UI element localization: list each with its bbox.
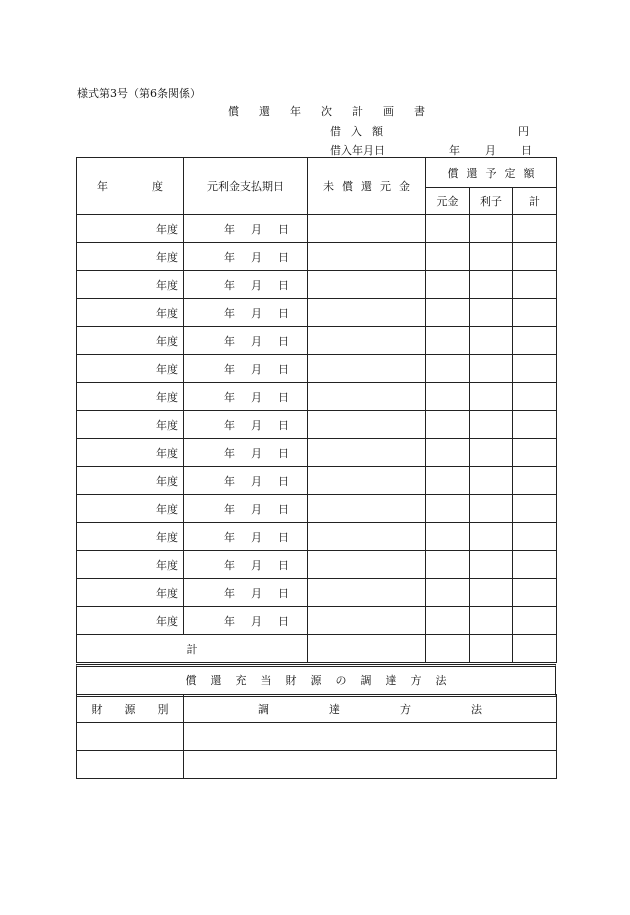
header-char: 達 bbox=[329, 702, 340, 716]
date-day-unit: 日 bbox=[278, 418, 289, 432]
total-principal-cell[interactable] bbox=[426, 635, 470, 663]
loan-date-day-unit: 日 bbox=[521, 144, 532, 157]
fiscal-year-cell[interactable] bbox=[77, 579, 184, 607]
table-body bbox=[77, 215, 557, 635]
payment-date-cell[interactable] bbox=[184, 383, 308, 411]
year-suffix: 年度 bbox=[156, 362, 178, 376]
row-total-cell[interactable] bbox=[513, 495, 557, 523]
date-month-unit: 月 bbox=[251, 250, 262, 264]
heading-char: 償 bbox=[185, 674, 197, 687]
outstanding-principal-cell[interactable] bbox=[308, 215, 426, 243]
interest-cell[interactable] bbox=[470, 579, 513, 607]
heading-char: 還 bbox=[210, 674, 222, 687]
fund-row bbox=[77, 751, 557, 779]
funding-source-heading bbox=[76, 664, 556, 697]
row-total-cell[interactable] bbox=[513, 579, 557, 607]
date-year-unit: 年 bbox=[224, 362, 235, 376]
date-year-unit: 年 bbox=[224, 334, 235, 348]
fiscal-year-cell[interactable] bbox=[77, 243, 184, 271]
date-month-unit: 月 bbox=[251, 586, 262, 600]
date-day-unit: 日 bbox=[278, 558, 289, 572]
table-row bbox=[77, 607, 557, 635]
subheader-total: 計 bbox=[513, 188, 557, 215]
label-char: 借 bbox=[330, 125, 341, 138]
year-suffix: 年度 bbox=[156, 558, 178, 572]
heading-char: 方 bbox=[410, 674, 422, 687]
date-year-unit: 年 bbox=[224, 558, 235, 572]
date-day-unit: 日 bbox=[278, 446, 289, 460]
fiscal-year-cell[interactable] bbox=[77, 523, 184, 551]
header-method bbox=[184, 695, 557, 723]
date-year-unit: 年 bbox=[224, 502, 235, 516]
outstanding-principal-cell[interactable] bbox=[308, 299, 426, 327]
date-month-unit: 月 bbox=[251, 474, 262, 488]
date-month-unit: 月 bbox=[251, 334, 262, 348]
date-year-unit: 年 bbox=[224, 278, 235, 292]
header-char: 金 bbox=[399, 180, 410, 193]
total-sum-cell[interactable] bbox=[513, 635, 557, 663]
date-year-unit: 年 bbox=[224, 390, 235, 404]
header-char: 元 bbox=[380, 180, 391, 193]
principal-cell[interactable] bbox=[426, 355, 470, 383]
total-outstanding-cell[interactable] bbox=[308, 635, 426, 663]
date-year-unit: 年 bbox=[224, 306, 235, 320]
year-suffix: 年度 bbox=[156, 334, 178, 348]
row-total-cell[interactable] bbox=[513, 551, 557, 579]
year-suffix: 年度 bbox=[156, 502, 178, 516]
fiscal-year-cell[interactable] bbox=[77, 327, 184, 355]
payment-date-cell[interactable] bbox=[184, 495, 308, 523]
payment-date-cell[interactable] bbox=[184, 355, 308, 383]
interest-cell[interactable] bbox=[470, 607, 513, 635]
interest-cell[interactable] bbox=[470, 551, 513, 579]
header-payment-date: 元利金支払期日 bbox=[184, 158, 308, 215]
year-suffix: 年度 bbox=[156, 222, 178, 236]
header-char: 定 bbox=[504, 166, 516, 180]
interest-cell[interactable] bbox=[470, 215, 513, 243]
fund-row bbox=[77, 723, 557, 751]
header-fiscal-year bbox=[77, 158, 184, 215]
table-row bbox=[77, 383, 557, 411]
fiscal-year-cell[interactable] bbox=[77, 495, 184, 523]
year-suffix: 年度 bbox=[156, 446, 178, 460]
repayment-schedule-table bbox=[76, 157, 557, 663]
interest-cell[interactable] bbox=[470, 355, 513, 383]
outstanding-principal-cell[interactable] bbox=[308, 467, 426, 495]
fiscal-year-cell[interactable] bbox=[77, 355, 184, 383]
payment-date-cell[interactable] bbox=[184, 411, 308, 439]
year-suffix: 年度 bbox=[156, 530, 178, 544]
year-suffix: 年度 bbox=[156, 614, 178, 628]
year-suffix: 年度 bbox=[156, 474, 178, 488]
title-char: 還 bbox=[259, 105, 270, 118]
table-row bbox=[77, 243, 557, 271]
header-char: 別 bbox=[157, 702, 169, 716]
table-row bbox=[77, 411, 557, 439]
principal-cell[interactable] bbox=[426, 439, 470, 467]
date-month-unit: 月 bbox=[251, 502, 262, 516]
interest-cell[interactable] bbox=[470, 243, 513, 271]
date-day-unit: 日 bbox=[278, 614, 289, 628]
row-total-cell[interactable] bbox=[513, 383, 557, 411]
fund-method-cell[interactable] bbox=[184, 723, 557, 751]
payment-date-cell[interactable] bbox=[184, 467, 308, 495]
date-month-unit: 月 bbox=[251, 418, 262, 432]
table-row bbox=[77, 523, 557, 551]
header-char: 法 bbox=[471, 702, 482, 716]
date-month-unit: 月 bbox=[251, 278, 262, 292]
loan-amount-label bbox=[330, 123, 393, 139]
payment-date-cell[interactable] bbox=[184, 243, 308, 271]
fund-source-cell[interactable] bbox=[77, 723, 184, 751]
table-row bbox=[77, 327, 557, 355]
fiscal-year-cell[interactable] bbox=[77, 299, 184, 327]
payment-date-cell[interactable] bbox=[184, 215, 308, 243]
label-char: 入 bbox=[351, 125, 362, 138]
principal-cell[interactable] bbox=[426, 607, 470, 635]
row-total-cell[interactable] bbox=[513, 243, 557, 271]
outstanding-principal-cell[interactable] bbox=[308, 355, 426, 383]
header-char: 度 bbox=[152, 180, 163, 193]
year-suffix: 年度 bbox=[156, 586, 178, 600]
date-year-unit: 年 bbox=[224, 474, 235, 488]
outstanding-principal-cell[interactable] bbox=[308, 411, 426, 439]
date-year-unit: 年 bbox=[224, 530, 235, 544]
header-char: 源 bbox=[124, 702, 136, 716]
principal-cell[interactable] bbox=[426, 243, 470, 271]
title-char: 計 bbox=[352, 105, 363, 118]
date-day-unit: 日 bbox=[278, 362, 289, 376]
heading-char: 調 bbox=[360, 674, 372, 687]
date-month-unit: 月 bbox=[251, 614, 262, 628]
principal-cell[interactable] bbox=[426, 383, 470, 411]
table-row bbox=[77, 467, 557, 495]
year-suffix: 年度 bbox=[156, 390, 178, 404]
row-total-cell[interactable] bbox=[513, 215, 557, 243]
table-row bbox=[77, 271, 557, 299]
header-char: 未 bbox=[323, 180, 334, 193]
title-char: 次 bbox=[321, 105, 332, 118]
outstanding-principal-cell[interactable] bbox=[308, 327, 426, 355]
table-row bbox=[77, 551, 557, 579]
row-total-cell[interactable] bbox=[513, 355, 557, 383]
principal-cell[interactable] bbox=[426, 271, 470, 299]
funding-method-table bbox=[76, 694, 557, 779]
interest-cell[interactable] bbox=[470, 271, 513, 299]
fund-method-cell[interactable] bbox=[184, 751, 557, 779]
row-total-cell[interactable] bbox=[513, 411, 557, 439]
interest-cell[interactable] bbox=[470, 383, 513, 411]
fiscal-year-cell[interactable] bbox=[77, 271, 184, 299]
row-total-cell[interactable] bbox=[513, 523, 557, 551]
interest-cell[interactable] bbox=[470, 467, 513, 495]
date-month-unit: 月 bbox=[251, 306, 262, 320]
date-year-unit: 年 bbox=[224, 250, 235, 264]
date-year-unit: 年 bbox=[224, 446, 235, 460]
header-char: 方 bbox=[400, 702, 411, 716]
fiscal-year-cell[interactable] bbox=[77, 467, 184, 495]
form-number-label: 様式第3号（第6条関係） bbox=[77, 87, 201, 100]
payment-date-cell[interactable] bbox=[184, 299, 308, 327]
payment-date-cell[interactable] bbox=[184, 271, 308, 299]
header-char: 還 bbox=[466, 166, 478, 180]
fund-source-cell[interactable] bbox=[77, 751, 184, 779]
title-char: 書 bbox=[414, 105, 425, 118]
loan-date-month-unit: 月 bbox=[485, 144, 496, 157]
outstanding-principal-cell[interactable] bbox=[308, 607, 426, 635]
fiscal-year-cell[interactable] bbox=[77, 215, 184, 243]
payment-date-cell[interactable] bbox=[184, 327, 308, 355]
heading-char: 源 bbox=[310, 674, 322, 687]
fiscal-year-cell[interactable] bbox=[77, 383, 184, 411]
total-interest-cell[interactable] bbox=[470, 635, 513, 663]
row-total-cell[interactable] bbox=[513, 439, 557, 467]
outstanding-principal-cell[interactable] bbox=[308, 271, 426, 299]
principal-cell[interactable] bbox=[426, 299, 470, 327]
total-label: 計 bbox=[77, 635, 308, 663]
principal-cell[interactable] bbox=[426, 327, 470, 355]
header-char: 額 bbox=[523, 166, 535, 180]
date-day-unit: 日 bbox=[278, 474, 289, 488]
heading-char: 充 bbox=[235, 674, 247, 687]
loan-date-label: 借入年月日 bbox=[330, 144, 385, 157]
fiscal-year-cell[interactable] bbox=[77, 411, 184, 439]
payment-date-cell[interactable] bbox=[184, 579, 308, 607]
fiscal-year-cell[interactable] bbox=[77, 439, 184, 467]
total-row bbox=[77, 635, 557, 663]
title-char: 年 bbox=[290, 105, 301, 118]
year-suffix: 年度 bbox=[156, 306, 178, 320]
row-total-cell[interactable] bbox=[513, 271, 557, 299]
date-day-unit: 日 bbox=[278, 390, 289, 404]
interest-cell[interactable] bbox=[470, 523, 513, 551]
subheader-interest: 利子 bbox=[470, 188, 513, 215]
payment-date-cell[interactable] bbox=[184, 439, 308, 467]
table-row bbox=[77, 355, 557, 383]
header-outstanding-principal bbox=[308, 158, 426, 215]
date-month-unit: 月 bbox=[251, 222, 262, 236]
header-char: 調 bbox=[258, 702, 269, 716]
date-day-unit: 日 bbox=[278, 278, 289, 292]
heading-char: 当 bbox=[260, 674, 272, 687]
table-row bbox=[77, 579, 557, 607]
table-row bbox=[77, 439, 557, 467]
principal-cell[interactable] bbox=[426, 495, 470, 523]
date-year-unit: 年 bbox=[224, 418, 235, 432]
fund-header-row bbox=[77, 695, 557, 723]
date-day-unit: 日 bbox=[278, 222, 289, 236]
heading-char: 達 bbox=[385, 674, 397, 687]
date-day-unit: 日 bbox=[278, 306, 289, 320]
label-char: 額 bbox=[372, 125, 383, 138]
outstanding-principal-cell[interactable] bbox=[308, 523, 426, 551]
payment-date-cell[interactable] bbox=[184, 607, 308, 635]
principal-cell[interactable] bbox=[426, 579, 470, 607]
header-char: 償 bbox=[447, 166, 459, 180]
row-total-cell[interactable] bbox=[513, 607, 557, 635]
table-row bbox=[77, 215, 557, 243]
row-total-cell[interactable] bbox=[513, 467, 557, 495]
date-day-unit: 日 bbox=[278, 586, 289, 600]
interest-cell[interactable] bbox=[470, 439, 513, 467]
header-char: 予 bbox=[485, 166, 497, 180]
document-title bbox=[228, 103, 445, 119]
table-row bbox=[77, 299, 557, 327]
outstanding-principal-cell[interactable] bbox=[308, 383, 426, 411]
outstanding-principal-cell[interactable] bbox=[308, 439, 426, 467]
date-day-unit: 日 bbox=[278, 502, 289, 516]
date-day-unit: 日 bbox=[278, 334, 289, 348]
outstanding-principal-cell[interactable] bbox=[308, 495, 426, 523]
date-year-unit: 年 bbox=[224, 586, 235, 600]
loan-date-year-unit: 年 bbox=[449, 144, 460, 157]
year-suffix: 年度 bbox=[156, 250, 178, 264]
outstanding-principal-cell[interactable] bbox=[308, 243, 426, 271]
fiscal-year-cell[interactable] bbox=[77, 551, 184, 579]
yen-unit: 円 bbox=[518, 125, 529, 138]
payment-date-cell[interactable] bbox=[184, 551, 308, 579]
year-suffix: 年度 bbox=[156, 278, 178, 292]
header-char: 還 bbox=[361, 180, 372, 193]
heading-char: の bbox=[335, 674, 347, 687]
date-month-unit: 月 bbox=[251, 446, 262, 460]
table-row bbox=[77, 495, 557, 523]
date-month-unit: 月 bbox=[251, 558, 262, 572]
date-month-unit: 月 bbox=[251, 530, 262, 544]
title-char: 償 bbox=[228, 105, 239, 118]
fiscal-year-cell[interactable] bbox=[77, 607, 184, 635]
outstanding-principal-cell[interactable] bbox=[308, 551, 426, 579]
interest-cell[interactable] bbox=[470, 299, 513, 327]
year-suffix: 年度 bbox=[156, 418, 178, 432]
title-char: 画 bbox=[383, 105, 394, 118]
subheader-principal: 元金 bbox=[426, 188, 470, 215]
interest-cell[interactable] bbox=[470, 411, 513, 439]
principal-cell[interactable] bbox=[426, 523, 470, 551]
payment-date-cell[interactable] bbox=[184, 523, 308, 551]
header-char: 償 bbox=[342, 180, 353, 193]
date-year-unit: 年 bbox=[224, 614, 235, 628]
date-month-unit: 月 bbox=[251, 390, 262, 404]
heading-char: 法 bbox=[435, 674, 447, 687]
principal-cell[interactable] bbox=[426, 215, 470, 243]
principal-cell[interactable] bbox=[426, 551, 470, 579]
principal-cell[interactable] bbox=[426, 411, 470, 439]
interest-cell[interactable] bbox=[470, 495, 513, 523]
principal-cell[interactable] bbox=[426, 467, 470, 495]
header-char: 財 bbox=[91, 702, 103, 716]
date-day-unit: 日 bbox=[278, 530, 289, 544]
header-char: 年 bbox=[97, 180, 108, 193]
heading-char: 財 bbox=[285, 674, 297, 687]
row-total-cell[interactable] bbox=[513, 299, 557, 327]
interest-cell[interactable] bbox=[470, 327, 513, 355]
date-day-unit: 日 bbox=[278, 250, 289, 264]
header-source bbox=[77, 695, 184, 723]
header-scheduled-repayment bbox=[426, 158, 557, 188]
date-year-unit: 年 bbox=[224, 222, 235, 236]
table-header-row bbox=[77, 158, 557, 188]
row-total-cell[interactable] bbox=[513, 327, 557, 355]
date-month-unit: 月 bbox=[251, 362, 262, 376]
outstanding-principal-cell[interactable] bbox=[308, 579, 426, 607]
